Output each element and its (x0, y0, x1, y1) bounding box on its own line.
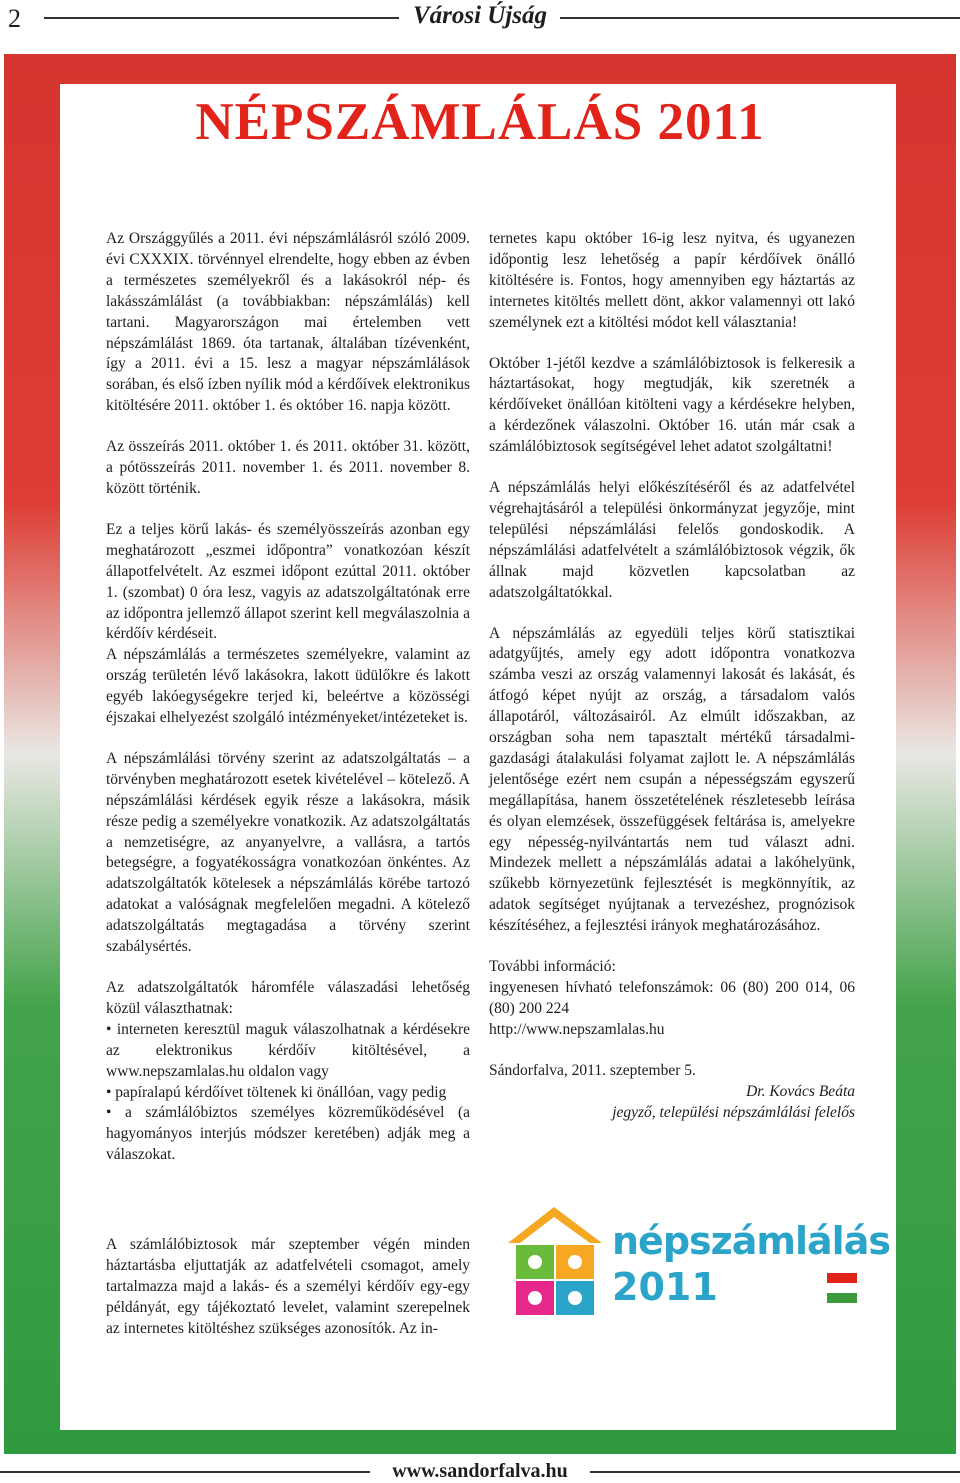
bottom-left-paragraph: A számlálóbiztosok már szeptember végén minden háztartásba eljuttatják az adatfelvételi csomagot, amely tartalmazza majd a lakás- és a személyi kérdőív egy-egy példányát, egy tájékoztató levelet, valamint szerepelnek az internetes kitöltéshez szükséges azonosítók. Az in- (106, 1236, 470, 1337)
newspaper-name: Városi Újság (412, 2, 548, 29)
info-url-link[interactable]: http://www.nepszamlalas.hu (489, 1020, 665, 1038)
footer-website-link[interactable]: www.sandorfalva.hu (370, 1460, 590, 1483)
paragraph: ternetes kapu október 16-ig lesz nyitva, és ugyanezen időpontig lesz lehetőség a papír kérdőívek önálló kitöltésére is. Fontos, hogy amennyiben egy háztartás az internetes kitöltés mellett dönt, akkor valamennyi ott lakó személynek ezt a kitöltési módot kell választania! (489, 230, 855, 331)
paragraph: Az Országgyűlés a 2011. évi népszámlálásról szóló 2009. évi CXXXIX. törvénnyel elrendelte, hogy ebben az évben a természetes személyekről és a lakásokról nép- és lakásszámlálást (a továbbiakban: népszámlálás) kell tartani. Magyarországon mai értelemben vett népszámlálást 1869. óta tartanak, általában tízévenként, így a 2011. évi a 15. lesz a magyar népszámlálások sorában, és első ízben nyílik mód a kérdőívek elektronikus kitöltésére 2011. október 1. és október 16. napja között. (106, 230, 470, 415)
paragraph: A népszámlálás a természetes személyekre, valamint az ország területén lévő lakásokra, lakott üdülőkre és lakott egyéb lakóegységekre terjed ki, beleértve a közösségi éjszakai elhelyezést szolgáló intézményeket/intézeteket is. (106, 646, 470, 727)
page-header (0, 0, 960, 40)
place-date: Sándorfalva, 2011. szeptember 5. (489, 1061, 696, 1079)
paragraph: Október 1-jétől kezdve a számlálóbiztosok is felkeresik a háztartásokat, hogy megtudják, kik szeretnék a kérdőíveket önállóan kitölteni vagy a kérdésekre helyben, a kérdezőnek válaszolni. Október 16. után már csak a számlálóbiztosok segítségével lehet adatot szolgáltatni! (489, 354, 855, 456)
article-title: NÉPSZÁMLÁLÁS 2011 (195, 93, 765, 151)
info-phone: ingyenesen hívható telefonszámok: 06 (80) 200 014, 06 (80) 200 224 (489, 979, 855, 1017)
header-rule-right (560, 17, 960, 19)
right-column (489, 229, 855, 1123)
info-heading: További információ: (489, 958, 616, 976)
page-number: 2 (8, 4, 21, 33)
footer-rule-right (590, 1471, 960, 1473)
paragraph: A népszámlálás helyi előkészítéséről és az adatfelvétel végrehajtásáról a települési önkormányzat jegyzője, mint települési népszámlálási felelős gondoskodik. A népszámlálási adatfelvételt a számlálóbiztosok végzik, ők állnak majd közvetlen kapcsolatban az adatszolgáltatókkal. (489, 479, 855, 601)
paragraph: Az adatszolgáltatók háromféle válaszadási lehetőség közül választhatnak: (106, 979, 470, 1017)
logo-wordmark: népszámlálás (612, 1219, 890, 1263)
list-item: • a számlálóbiztos személyes közreműködésével (a hagyományos interjús módszer keretében) adják meg a válaszokat. (106, 1104, 470, 1164)
census-logo (502, 1205, 890, 1320)
paragraph: A népszámlálási törvény szerint az adatszolgáltatás – a törvényben meghatározott esetek kivételével – kötelező. A népszámlálási kérdések egyik része a lakásokra, másik része pedig a személyekre vonatkozik. Az adatszolgáltatás a nemzetiségre, az anyanyelvre, a vallásra, a tartós betegségre, a fogyatékosságra vonatkozóan önkéntes. Az adatszolgáltatók kötelesek a népszámlálás körébe tartozó adatokat a valóságnak megfelelően megadni. A kötelező adatszolgáltatás megtagadása a törvény szerint szabálysértés. (106, 749, 470, 956)
paragraph: Ez a teljes körű lakás- és személyösszeírás azonban egy meghatározott „eszmei időpontra” vonatkozóan készít állapotfelvételt. Az eszmei időpont ezúttal 2011. október 1. (szombat) 0 óra lesz, vagyis az adatszolgáltatónak erre az időpontra jellemző állapot szerint kell megválaszolnia a kérdőív kérdéseit. (106, 520, 470, 643)
response-options-list (106, 1020, 470, 1166)
signature-title: jegyző, települési népszámlálási felelős (612, 1103, 855, 1121)
house-puzzle-icon (502, 1205, 607, 1320)
hungarian-flag-icon (827, 1273, 857, 1303)
paragraph: A népszámlálás az egyedüli teljes körű statisztikai adatgyűjtés, amely egy adott időpontra vonatkozva számba veszi az ország valamennyi lakosát és lakását, és átfogó képet nyújt az ország, a társadalom valós állapotáról, változásairól. Az elmúlt időszakban, az országban soha nem tapasztalt mértékű társadalmi-gazdasági átalakulási folyamat zajlott le. A népszámlálás jelentősége ezért nem csupán a népességszám egyszerű megállapítása, hanem összetételének részletesebb leírása és olyan elemzések, összefüggések feltárása is, amelyekre egy népesség-nyilvántartás nem tud választ adni. Mindezek mellett a népszámlálás adatai a lakóhelyünk, szűkebb környezetünk fejlesztését is megkönnyítik, az adatok segítséget nyújtanak a tervezéshez, prognózisok készítéséhez, a fejlesztési irányok meghatározásához. (489, 624, 855, 935)
list-item: • interneten keresztül maguk válaszolhatnak a kérdésekre az elektronikus kérdőív kitöltésével, a www.nepszamlalas.hu oldalon vagy (106, 1020, 470, 1080)
paragraph: Az összeírás 2011. október 1. és 2011. október 31. között, a pótösszeírás 2011. november 1. és 2011. november 8. között történik. (106, 438, 470, 497)
list-item: • papíralapú kérdőívet töltenek ki önállóan, vagy pedig (106, 1083, 447, 1101)
signature-name: Dr. Kovács Beáta (746, 1082, 855, 1100)
footer-rule-left (0, 1471, 370, 1473)
left-column (106, 229, 470, 1166)
logo-year: 2011 (612, 1265, 718, 1309)
